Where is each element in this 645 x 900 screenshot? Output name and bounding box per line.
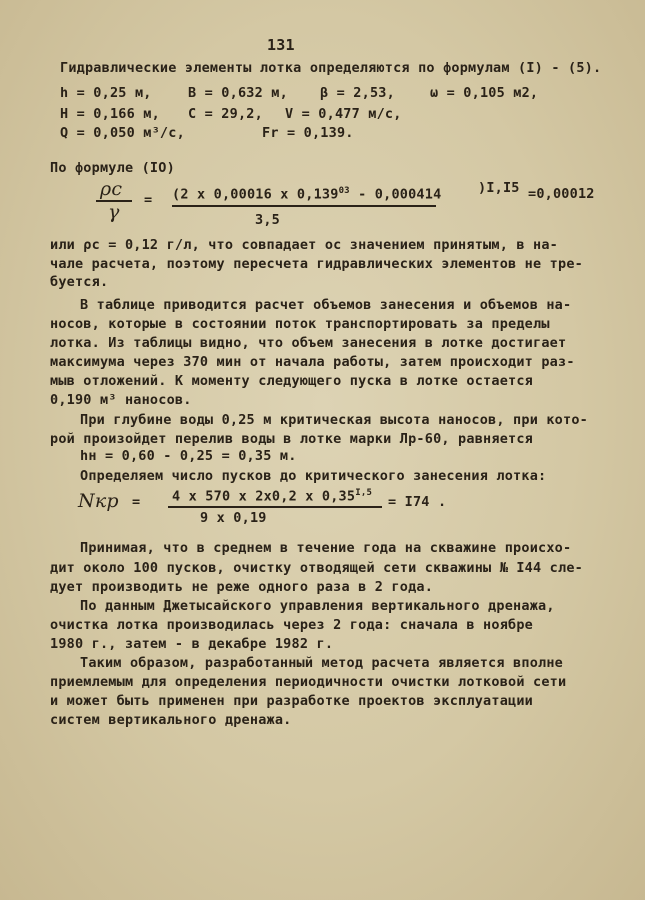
formula1-numer-tail: - 0,000414 — [349, 186, 442, 203]
param-V: V = 0,477 м/с, — [285, 106, 402, 122]
formula1-numer-a: (2 x 0,00016 x 0,139 — [172, 186, 339, 203]
formula2-lhs: Nкр — [78, 490, 119, 512]
formula1-paren-exp: )I,I5 — [478, 180, 520, 196]
para6-line3: 1980 г., затем - в декабре 1982 г. — [50, 636, 334, 652]
para4: Определяем число пусков до критического занесения лотка: — [80, 468, 547, 484]
formula2-numer — [172, 488, 372, 505]
formula1-result: =0,00012 — [528, 186, 595, 202]
formula2-numer-exp: I,5 — [355, 488, 373, 498]
para2-line1: В таблице приводится расчет объемов занесения и объемов на- — [80, 297, 572, 313]
para2-line4: максимума через 370 мин от начала работы, затем происходит раз- — [50, 354, 575, 370]
formula1-numer — [172, 186, 441, 203]
para7-line2: приемлемым для определения периодичности очистки лотковой сети — [50, 674, 567, 690]
para5-line1: Принимая, что в среднем в течение года на скважине происхо- — [80, 540, 572, 556]
para6-line1: По данным Джетысайского управления вертикального дренажа, — [80, 598, 555, 614]
param-beta: β = 2,53, — [320, 85, 395, 101]
para2-line6: 0,190 м³ наносов. — [50, 392, 192, 408]
para3-line1: При глубине воды 0,25 м критическая высота наносов, при кото- — [80, 412, 588, 428]
formula1-numer-exp: 03 — [338, 186, 350, 196]
formula1-lhs-bot: γ — [108, 201, 120, 223]
formula2-eq: = — [132, 494, 141, 510]
intro-line: Гидравлические элементы лотка определяются по формулам (I) - (5). — [60, 60, 602, 76]
para1-line3: буется. — [50, 274, 109, 290]
param-Fr: Fr = 0,139. — [262, 125, 354, 141]
para5-line2: дит около 100 пусков, очистку отводящей сети скважины № I44 сле- — [50, 560, 583, 576]
para1-line2: чале расчета, поэтому пересчета гидравлических элементов не тре- — [50, 256, 583, 272]
page-number: 131 — [267, 36, 295, 54]
formula10-label: По формуле (IО) — [50, 160, 175, 176]
param-Q: Q = 0,050 м³/с, — [60, 125, 185, 141]
param-H: H = 0,166 м, — [60, 106, 160, 122]
hn-formula: hн = 0,60 - 0,25 = 0,35 м. — [80, 448, 297, 464]
para3-line2: рой произойдет перелив воды в лотке марки Лр-60, равняется — [50, 431, 534, 447]
para7-line4: систем вертикального дренажа. — [50, 712, 292, 728]
para6-line2: очистка лотка производилась через 2 года: сначала в ноябре — [50, 617, 534, 633]
param-omega: ω = 0,105 м2, — [430, 85, 539, 101]
para2-line3: лотка. Из таблицы видно, что объем занесения в лотке достигает — [50, 335, 567, 351]
formula1-lhs-top: ρc — [100, 178, 123, 200]
para7-line3: и может быть применен при разработке проектов эксплуатации — [50, 693, 534, 709]
formula1-numer-bar — [172, 205, 436, 207]
para2-line5: мыв отложений. К моменту следующего пуска в лотке остается — [50, 373, 534, 389]
formula2-numer-a: 4 x 570 x 2x0,2 x 0,35 — [172, 488, 356, 505]
para7-line1: Таким образом, разработанный метод расчета является вполне — [80, 655, 564, 671]
formula2-denom: 9 x 0,19 — [200, 510, 267, 526]
param-C: C = 29,2, — [188, 106, 263, 122]
para2-line2: носов, которые в состоянии поток транспортировать за пределы — [50, 316, 550, 332]
formula1-eq: = — [144, 192, 153, 208]
para1-line1: или ρc = 0,12 г/л, что совпадает ос значением принятым, в на- — [50, 237, 558, 253]
formula2-result: = I74 . — [388, 494, 447, 510]
para5-line3: дует производить не реже одного раза в 2 года. — [50, 579, 434, 595]
param-h: h = 0,25 м, — [60, 85, 152, 101]
formula2-bar — [168, 506, 382, 508]
param-B: B = 0,632 м, — [188, 85, 288, 101]
formula1-denom: 3,5 — [255, 212, 280, 228]
